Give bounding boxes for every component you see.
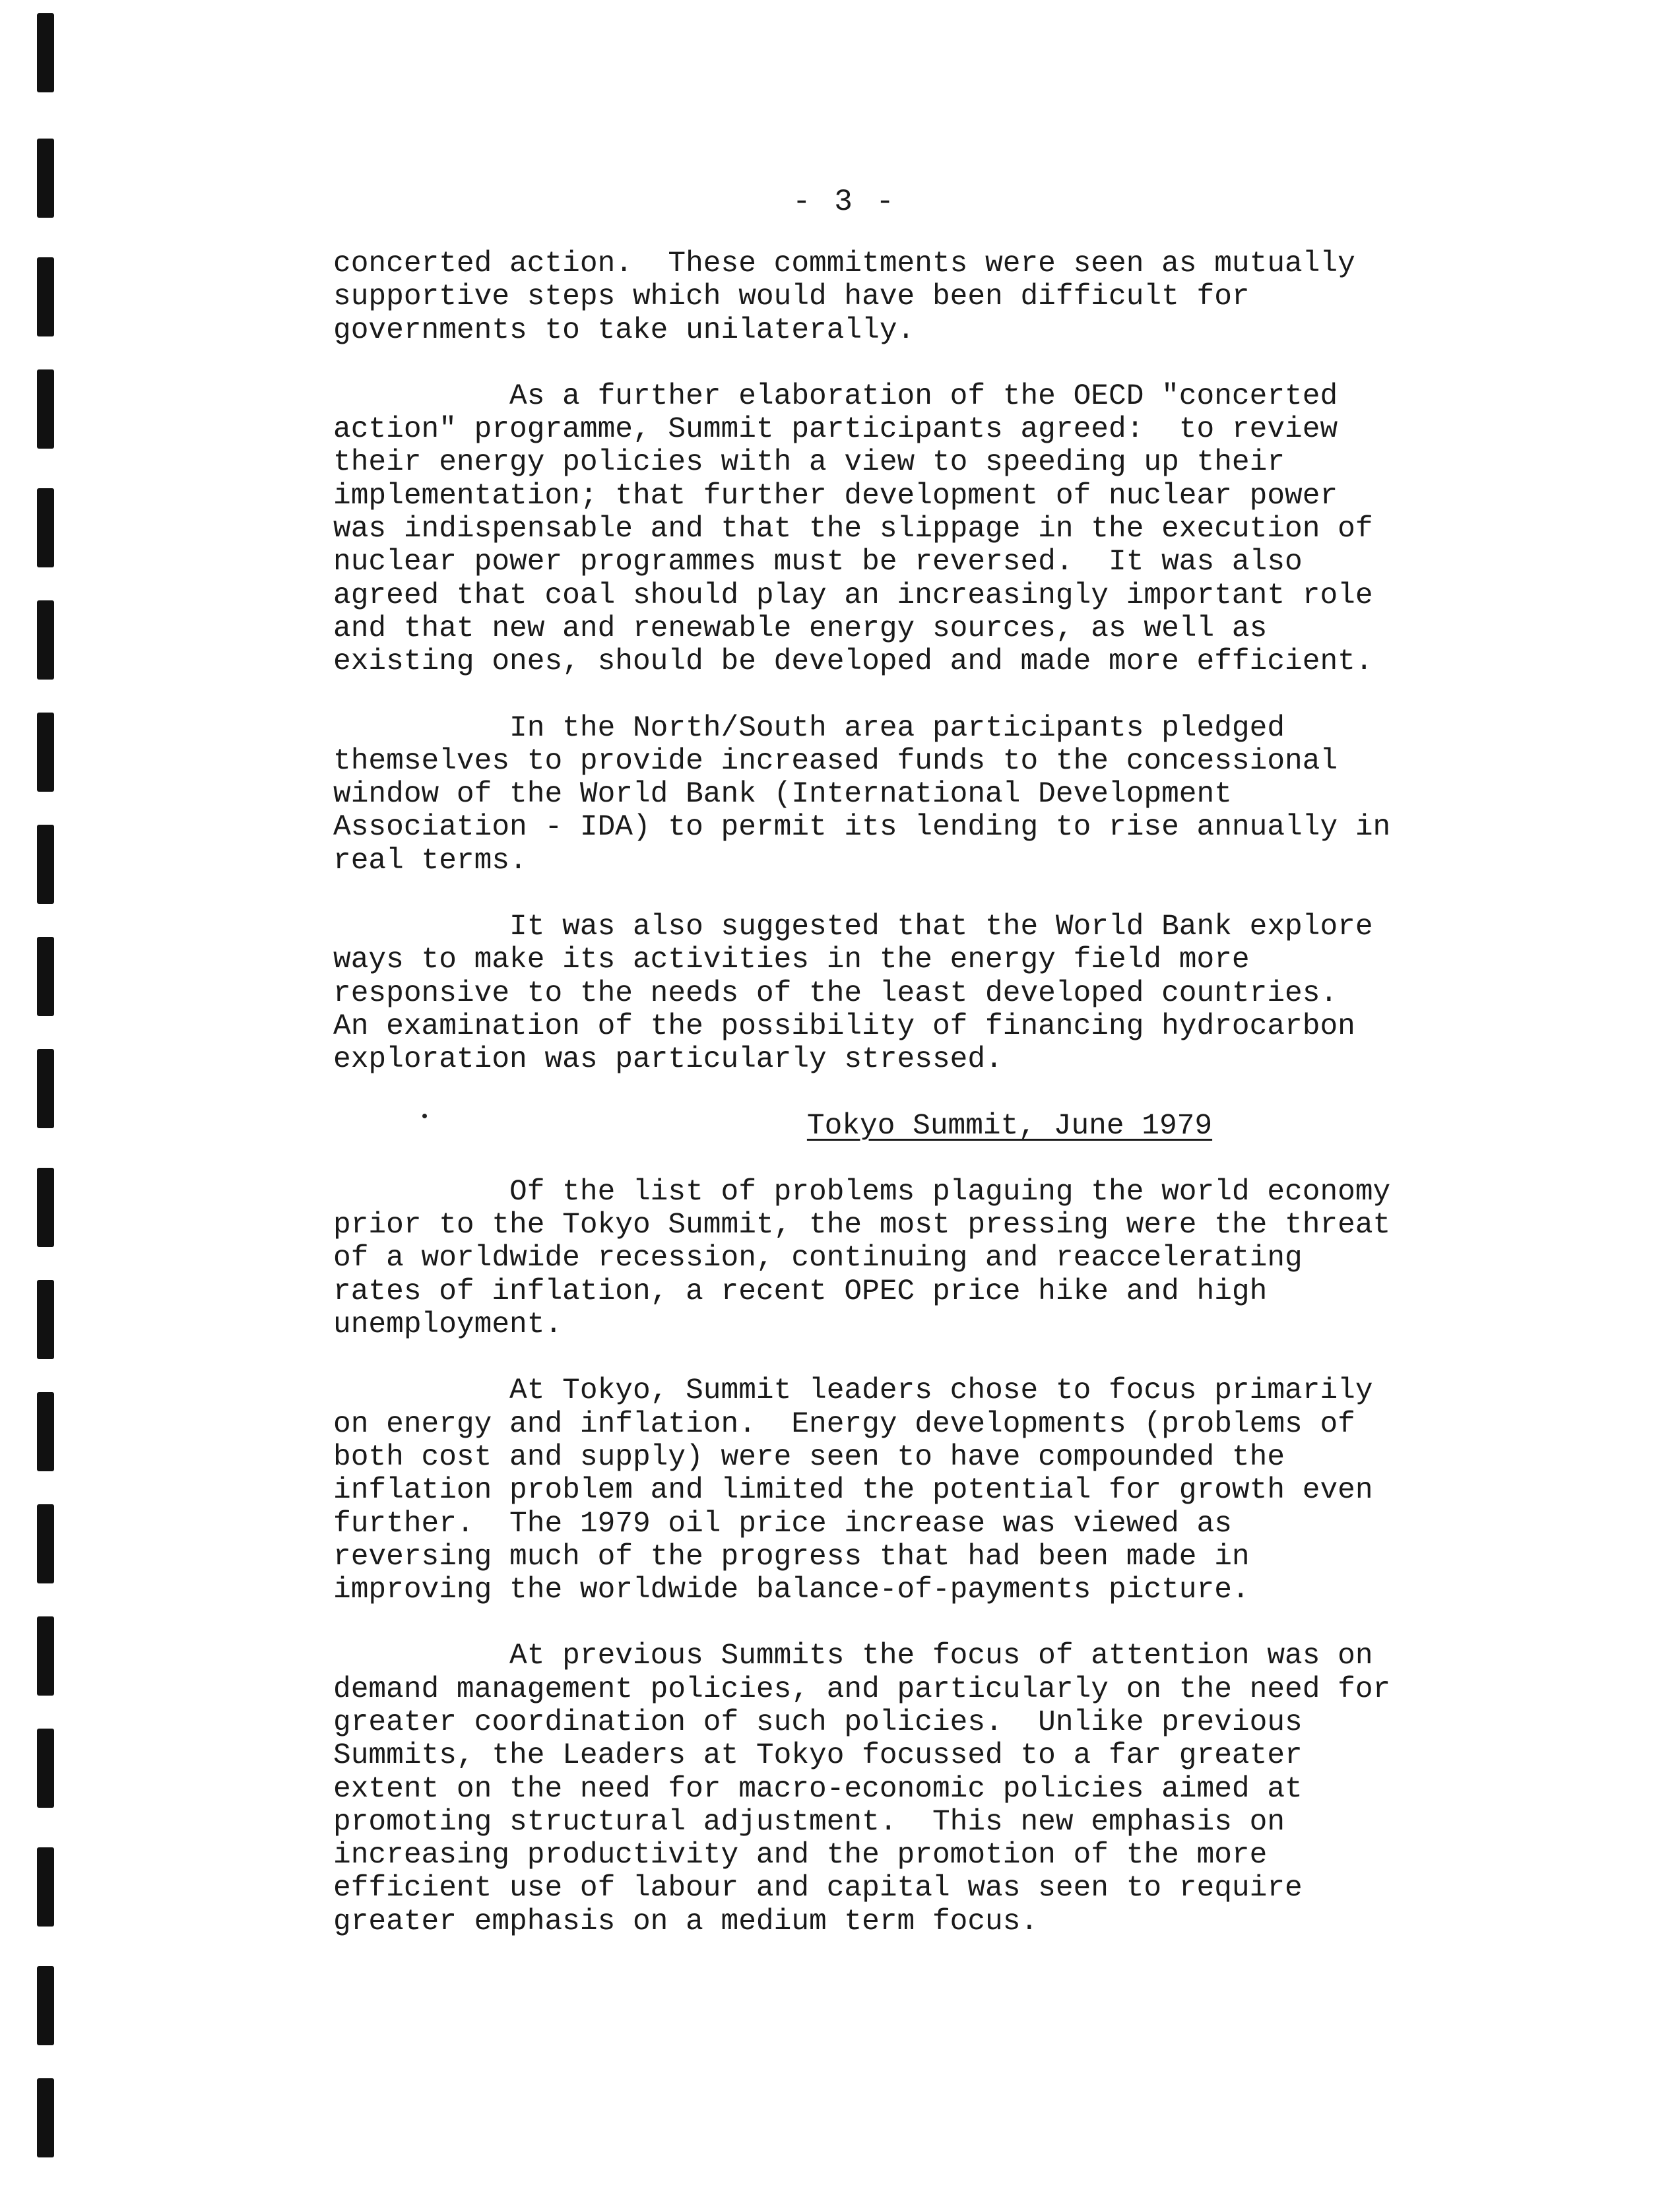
- paragraph: As a further elaboration of the OECD "concerted action" programme, Summit participants agreed: to review their energy policies with a view to speeding up their implementation; that further development of nuclear power was indispensable and that the slippage in the execution of nuclear power programmes must be reversed. It was also agreed that coal should play an increasingly important role and that new and renewable energy sources, as well as existing ones, should be developed and made more efficient.: [333, 379, 1373, 679]
- paragraph: concerted action. These commitments were seen as mutually supportive steps which would have been difficult for governments to take unilaterally.: [333, 247, 1355, 347]
- page-number: - 3 -: [792, 185, 897, 219]
- binding-mark: [37, 1504, 54, 1583]
- binding-mark: [37, 2078, 54, 2157]
- binding-mark: [37, 937, 54, 1016]
- paragraph: In the North/South area participants pledged themselves to provide increased funds to the concessional window of the World Bank (International Development Association - IDA) to permit its lending to rise annually in real terms.: [333, 711, 1391, 877]
- binding-mark: [37, 1966, 54, 2045]
- binding-mark: [37, 1280, 54, 1359]
- document-body: [333, 247, 1541, 1971]
- binding-mark: [37, 1729, 54, 1808]
- section-heading-text: Tokyo Summit, June 1979: [806, 1109, 1213, 1143]
- binding-marks: [0, 0, 79, 2199]
- binding-mark: [37, 1847, 54, 1927]
- binding-mark: [37, 1168, 54, 1247]
- paragraph: Of the list of problems plaguing the world economy prior to the Tokyo Summit, the most pressing were the threat of a worldwide recession, continuing and reaccelerating rates of inflation, a recent OPEC price hike and high unemployment.: [333, 1175, 1391, 1342]
- stray-dot: [422, 1114, 427, 1118]
- binding-mark: [37, 257, 54, 336]
- binding-mark: [37, 713, 54, 792]
- binding-mark: [37, 369, 54, 449]
- paragraph: At Tokyo, Summit leaders chose to focus primarily on energy and inflation. Energy developments (problems of both cost and supply) were seen to have compounded the inflation problem and limited the potential for growth even further. The 1979 oil price increase was viewed as reversing much of the progress that had been made in improving the worldwide balance-of-payments picture.: [333, 1374, 1373, 1607]
- paragraph: It was also suggested that the World Bank explore ways to make its activities in the energy field more responsive to the needs of the least developed countries. An examination of the possibility of financing hydrocarbon exploration was particularly stressed.: [333, 910, 1373, 1077]
- binding-mark: [37, 1392, 54, 1471]
- paragraph: At previous Summits the focus of attention was on demand management policies, and particularly on the need for greater coordination of such policies. Unlike previous Summits, the Leaders at Tokyo focussed to a far greater extent on the need for macro-economic policies aimed at promoting structural adjustment. This new emphasis on increasing productivity and the promotion of the more efficient use of labour and capital was seen to require greater emphasis on a medium term focus.: [333, 1640, 1391, 1938]
- binding-mark: [37, 488, 54, 567]
- binding-mark: [37, 825, 54, 904]
- section-heading: [333, 1110, 1541, 1143]
- binding-mark: [37, 600, 54, 680]
- binding-mark: [37, 1049, 54, 1128]
- binding-mark: [37, 1616, 54, 1696]
- binding-mark: [37, 13, 54, 92]
- binding-mark: [37, 139, 54, 218]
